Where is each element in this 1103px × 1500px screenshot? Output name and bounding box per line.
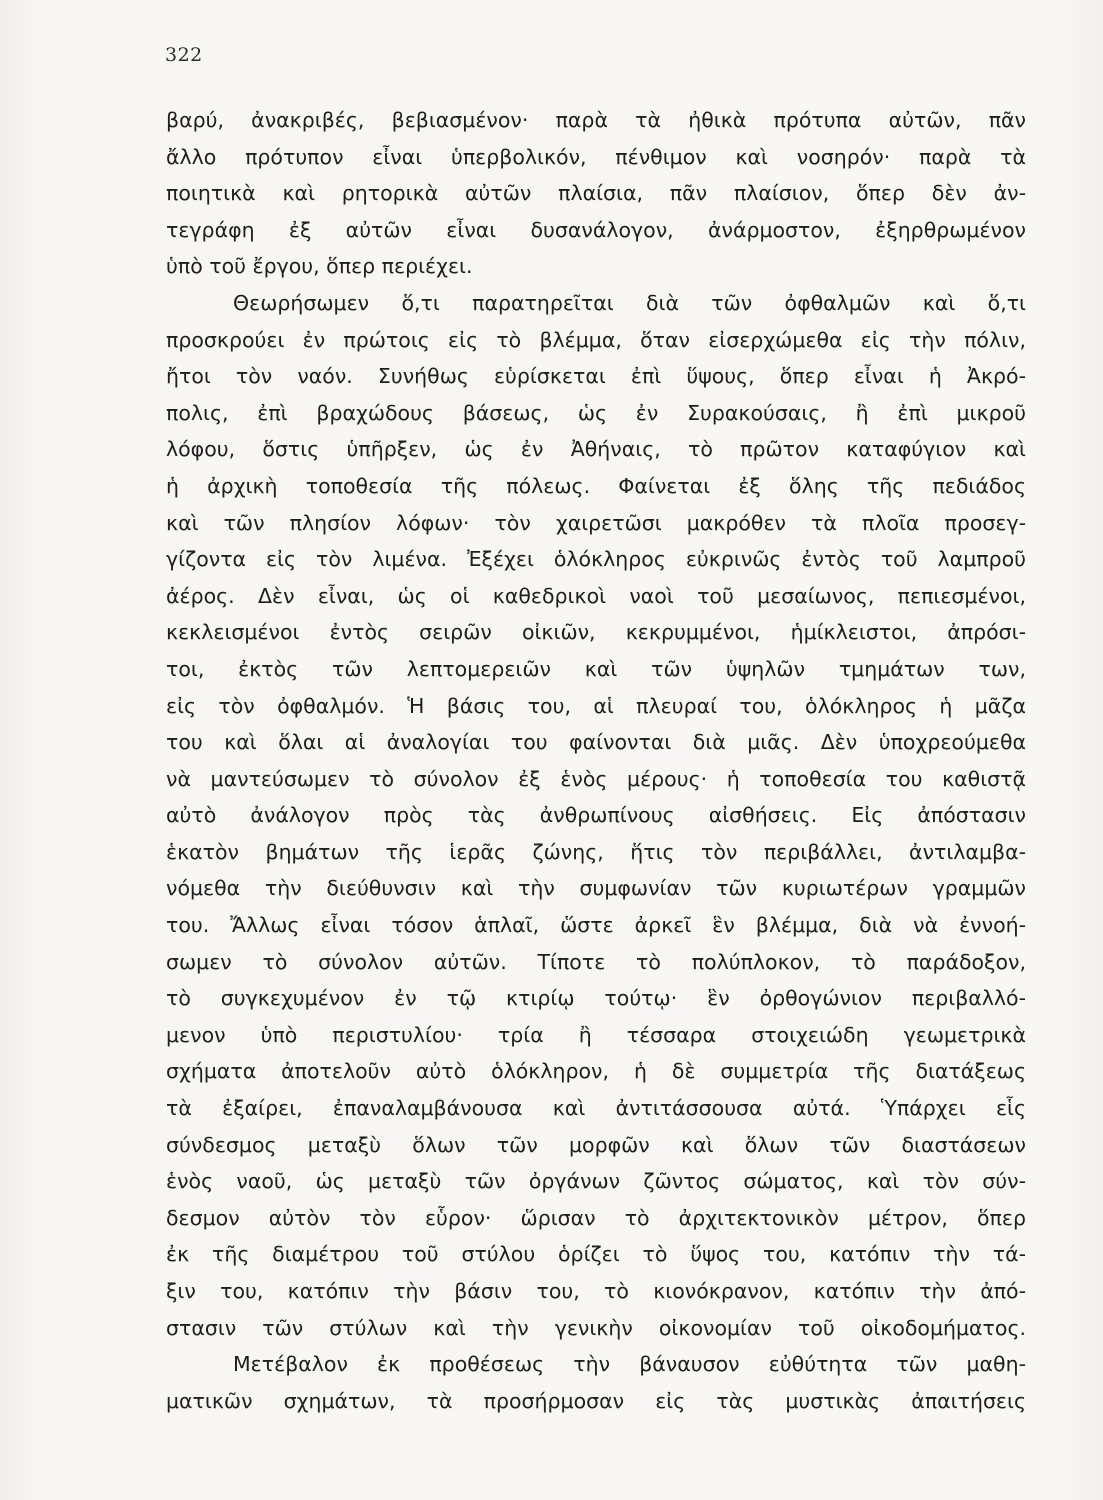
text-line: τὰ ἐξαίρει, ἐπαναλαμβάνουσα καὶ ἀντιτάσσουσα αὐτά. Ὑπάρχει εἷς <box>166 1096 1026 1121</box>
text-line: στασιν τῶν στύλων καὶ τὴν γενικὴν οἰκονομίαν τοῦ οἰκοδομήματος. <box>166 1315 1026 1340</box>
text-line: σωμεν τὸ σύνολον αὐτῶν. Τίποτε τὸ πολύπλοκον, τὸ παράδοξον, <box>166 949 1026 974</box>
text-line: τὸ συγκεχυμένον ἐν τῷ κτιρίῳ τούτῳ· ἓν ὀρθογώνιον περιβαλλό- <box>166 986 1026 1011</box>
text-line: προσκρούει ἐν πρώτοις εἰς τὸ βλέμμα, ὅταν εἰσερχώμεθα εἰς τὴν πόλιν, <box>166 327 1026 352</box>
text-line: δεσμον αὐτὸν τὸν εὗρον· ὥρισαν τὸ ἀρχιτεκτονικὸν μέτρον, ὅπερ <box>166 1205 1026 1230</box>
text-line: ματικῶν σχημάτων, τὰ προσήρμοσαν εἰς τὰς μυστικὰς ἀπαιτήσεις <box>166 1388 1026 1413</box>
text-line: καὶ τῶν πλησίον λόφων· τὸν χαιρετῶσι μακρόθεν τὰ πλοῖα προσεγ- <box>166 510 1026 535</box>
text-line: ξιν του, κατόπιν τὴν βάσιν του, τὸ κιονόκρανον, κατόπιν τὴν ἀπό- <box>166 1279 1026 1303</box>
text-line: ἐκ τῆς διαμέτρου τοῦ στύλου ὁρίζει τὸ ὕψος του, κατόπιν τὴν τά- <box>166 1242 1026 1267</box>
text-line: ἡ ἀρχικὴ τοποθεσία τῆς πόλεως. Φαίνεται ἐξ ὅλης τῆς πεδιάδος <box>166 473 1026 498</box>
text-line: πολις, ἐπὶ βραχώδους βάσεως, ὡς ἐν Συρακούσαις, ἢ ἐπὶ μικροῦ <box>166 400 1026 425</box>
text-line: αὐτὸ ἀνάλογον πρὸς τὰς ἀνθρωπίνους αἰσθήσεις. Εἰς ἀπόστασιν <box>166 803 1026 828</box>
text-line: μενον ὑπὸ περιστυλίου· τρία ἢ τέσσαρα στοιχειώδη γεωμετρικὰ <box>166 1022 1026 1047</box>
text-line: ἤτοι τὸν ναόν. Συνήθως εὑρίσκεται ἐπὶ ὕψους, ὅπερ εἶναι ἡ Ἀκρό- <box>166 364 1026 389</box>
page-number: 322 <box>165 44 203 66</box>
text-line: σχήματα ἀποτελοῦν αὐτὸ ὁλόκληρον, ἡ δὲ συμμετρία τῆς διατάξεως <box>166 1059 1026 1084</box>
text-line: ἑκατὸν βημάτων τῆς ἱερᾶς ζώνης, ἥτις τὸν περιβάλλει, ἀντιλαμβα- <box>166 839 1026 864</box>
text-line: του καὶ ὅλαι αἱ ἀναλογίαι του φαίνονται διὰ μιᾶς. Δὲν ὑποχρεούμεθα <box>166 730 1026 755</box>
text-line: τεγράφη ἐξ αὐτῶν εἶναι δυσανάλογον, ἀνάρμοστον, ἐξηρθρωμένον <box>166 217 1026 242</box>
text-line: ἑνὸς ναοῦ, ὡς μεταξὺ τῶν ὀργάνων ζῶντος σώματος, καὶ τὸν σύν- <box>166 1169 1026 1194</box>
body-text <box>166 102 1026 1419</box>
text-line: ἄλλο πρότυπον εἶναι ὑπερβολικόν, πένθιμον καὶ νοσηρόν· παρὰ τὰ <box>166 144 1026 169</box>
text-line: εἰς τὸν ὀφθαλμόν. Ἡ βάσις του, αἱ πλευραί του, ὁλόκληρος ἡ μᾶζα <box>166 693 1026 718</box>
text-line: ὑπὸ τοῦ ἔργου, ὅπερ περιέχει. <box>166 254 473 279</box>
text-line: του. Ἄλλως εἶναι τόσον ἁπλαῖ, ὥστε ἀρκεῖ ἓν βλέμμα, διὰ νὰ ἐννοή- <box>166 913 1026 938</box>
text-line: κεκλεισμένοι ἐντὸς σειρῶν οἰκιῶν, κεκρυμμένοι, ἡμίκλειστοι, ἀπρόσι- <box>166 620 1026 645</box>
text-line: σύνδεσμος μεταξὺ ὅλων τῶν μορφῶν καὶ ὅλων τῶν διαστάσεων <box>166 1132 1026 1157</box>
text-line: νόμεθα τὴν διεύθυνσιν καὶ τὴν συμφωνίαν τῶν κυριωτέρων γραμμῶν <box>166 876 1026 901</box>
text-line: Μετέβαλον ἐκ προθέσεως τὴν βάναυσον εὐθύτητα τῶν μαθη- <box>233 1352 1026 1377</box>
text-line: γίζοντα εἰς τὸν λιμένα. Ἐξέχει ὁλόκληρος εὐκρινῶς ἐντὸς τοῦ λαμπροῦ <box>166 547 1026 572</box>
text-line: ἀέρος. Δὲν εἶναι, ὡς οἱ καθεδρικοὶ ναοὶ τοῦ μεσαίωνος, πεπιεσμένοι, <box>166 583 1026 608</box>
text-line: Θεωρήσωμεν ὅ,τι παρατηρεῖται διὰ τῶν ὀφθαλμῶν καὶ ὅ,τι <box>233 290 1026 315</box>
text-line: ποιητικὰ καὶ ρητορικὰ αὐτῶν πλαίσια, πᾶν πλαίσιον, ὅπερ δὲν ἀν- <box>166 181 1026 206</box>
text-line: λόφου, ὅστις ὑπῆρξεν, ὡς ἐν Ἀθήναις, τὸ πρῶτον καταφύγιον καὶ <box>166 437 1026 462</box>
text-line: τοι, ἐκτὸς τῶν λεπτομερειῶν καὶ τῶν ὑψηλῶν τμημάτων των, <box>166 656 1026 681</box>
text-line: νὰ μαντεύσωμεν τὸ σύνολον ἐξ ἑνὸς μέρους· ἡ τοποθεσία του καθιστᾷ <box>166 766 1026 791</box>
text-line: βαρύ, ἀνακριβές, βεβιασμένον· παρὰ τὰ ἠθικὰ πρότυπα αὐτῶν, πᾶν <box>166 108 1026 132</box>
